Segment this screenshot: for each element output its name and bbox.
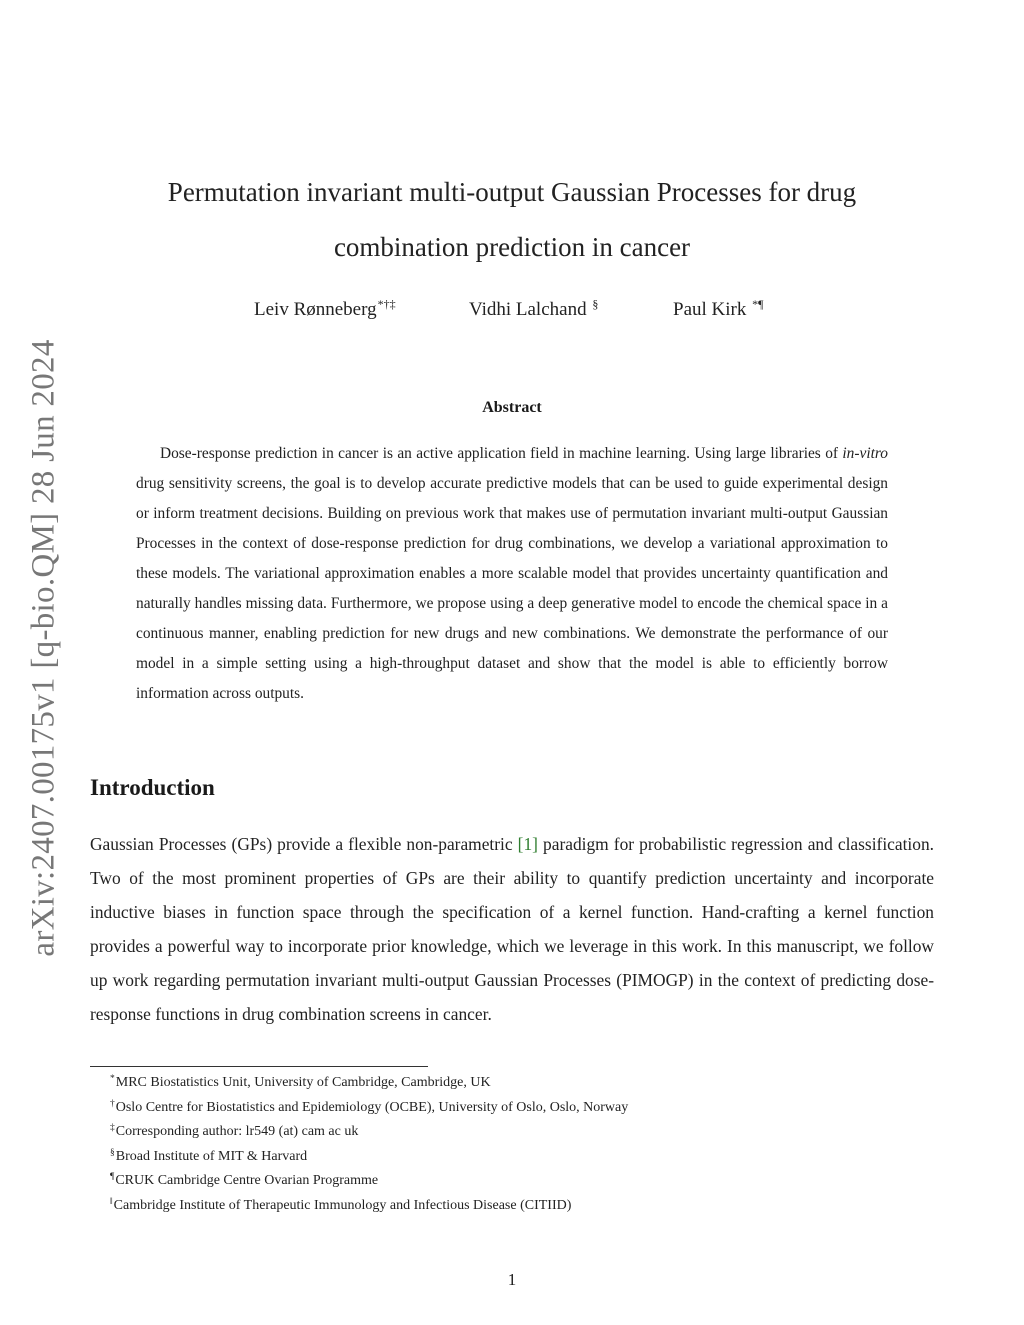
author-2 — [469, 297, 598, 321]
footnote-mark: ‖ — [110, 1196, 113, 1207]
author-1 — [254, 297, 396, 321]
section-heading-introduction: Introduction — [90, 775, 215, 800]
author-affiliation-marks: § — [592, 297, 599, 311]
footnote-mark: § — [110, 1147, 115, 1158]
footnote — [110, 1167, 628, 1192]
footnote — [110, 1118, 628, 1143]
intro-text: Gaussian Processes (GPs) provide a flexible non-parametric — [90, 834, 518, 854]
abstract-emphasis: in-vitro — [842, 445, 888, 462]
intro-text: paradigm for probabilistic regression and classification. Two of the most prominent properties of GPs are their ability to quantify prediction uncertainty and incorporate inductive biases in function space through the specification of a kernel function. Hand-crafting a kernel function provides a powerful way to incorporate prior knowledge, which we leverage in this work. In this manuscript, we follow up work regarding permutation invariant multi-output Gaussian Processes (PIMOGP) in the context of predicting dose-response functions in drug combination screens in cancer. — [90, 834, 934, 1024]
footnote-text: Cambridge Institute of Therapeutic Immunology and Infectious Disease (CITIID) — [113, 1197, 572, 1213]
abstract-text: drug sensitivity screens, the goal is to develop accurate predictive models that can be used to guide experimental design or inform treatment decisions. Building on previous work that makes use of permutation invariant multi-output Gaussian Processes in the context of dose-response prediction for drug combinations, we develop a variational approximation to these models. The variational approximation enables a more scalable model that provides uncertainty quantification and naturally handles missing data. Furthermore, we propose using a deep generative model to encode the chemical space in a continuous manner, enabling prediction for new drugs and new combinations. We demonstrate the performance of our model in a simple setting using a high-throughput dataset and show that the model is able to efficiently borrow information across outputs. — [136, 475, 888, 702]
footnote — [110, 1143, 628, 1168]
footnotes — [110, 1069, 628, 1217]
footnote-text: CRUK Cambridge Centre Ovarian Programme — [115, 1173, 379, 1189]
paper-title — [100, 165, 924, 275]
footnote-divider — [90, 1066, 428, 1067]
author-affiliation-marks: *†‡ — [377, 297, 396, 311]
author-name: Vidhi Lalchand — [469, 299, 587, 320]
footnote — [110, 1094, 628, 1119]
introduction-body — [90, 827, 934, 1031]
footnote-mark: * — [110, 1074, 115, 1084]
author-3 — [673, 297, 764, 321]
arxiv-identifier: arXiv:2407.00175v1 [q-bio.QM] 28 Jun 2024 — [25, 339, 62, 957]
author-name: Paul Kirk — [673, 299, 747, 320]
footnote-text: MRC Biostatistics Unit, University of Cambridge, Cambridge, UK — [115, 1075, 491, 1090]
footnote-mark: ‡ — [110, 1123, 115, 1134]
footnote-text: Oslo Centre for Biostatistics and Epidemiology (OCBE), University of Oslo, Oslo, Norway — [115, 1099, 629, 1115]
footnote — [110, 1192, 628, 1217]
footnote-mark: ¶ — [110, 1172, 115, 1183]
abstract-text: Dose-response prediction in cancer is an active application field in machine learning. Using large libraries of — [160, 445, 843, 462]
abstract-heading: Abstract — [482, 399, 542, 416]
title-line-2: combination prediction in cancer — [333, 232, 691, 262]
footnote-text: Corresponding author: lr549 (at) cam ac uk — [115, 1124, 359, 1140]
author-list — [0, 297, 1024, 327]
footnote-text: Broad Institute of MIT & Harvard — [115, 1148, 308, 1164]
abstract-body — [136, 439, 888, 709]
footnote-mark: † — [110, 1098, 115, 1109]
footnote — [110, 1069, 628, 1094]
author-affiliation-marks: *¶ — [752, 297, 764, 311]
author-name: Leiv Rønneberg — [254, 299, 377, 320]
citation-link[interactable]: [1] — [517, 834, 538, 854]
title-line-1: Permutation invariant multi-output Gaussian Processes for drug — [167, 177, 857, 207]
page-number: 1 — [507, 1270, 517, 1289]
